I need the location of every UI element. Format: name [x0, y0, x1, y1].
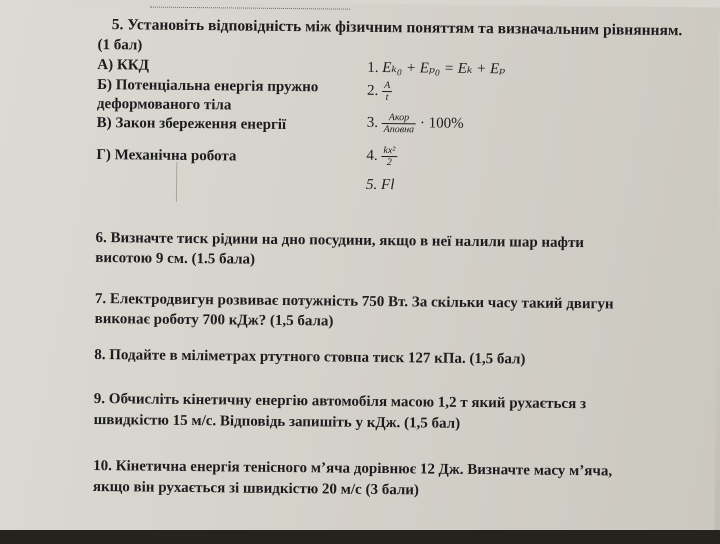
q5-eq-2-denominator: t	[385, 92, 389, 104]
q5-eq-3-fraction	[382, 112, 417, 135]
photo-bottom-shadow	[0, 530, 720, 544]
q5-eq-1	[367, 59, 505, 79]
q5-title: 5. Установіть відповідність між фізичним поняттям та визначальним рівнянням.	[111, 16, 683, 40]
torn-top-edge	[150, 2, 350, 10]
q6-line-1: 6. Визначте тиск рідини на дно посудини, якщо в неї налили шар нафти	[95, 230, 585, 252]
q5-eq-3-numerator: Aкор	[382, 112, 417, 124]
paper-fold	[176, 162, 177, 202]
q5-eq-3-denominator: Aповна	[383, 124, 415, 136]
q7-line-1: 7. Електродвигун розвиває потужність 750 Вт. За скільки часу такий двигун	[94, 291, 614, 313]
q5-eq-3	[367, 112, 464, 136]
q5-option-a: А) ККД	[97, 57, 150, 74]
q5-points: (1 бал)	[97, 37, 143, 54]
q8-line-1: 8. Подайте в міліметрах ртутного стовпа тиск 127 кПа. (1,5 бал)	[94, 347, 526, 368]
q10-line-1: 10. Кінетична енергія тенісного м’яча дорівнює 12 Дж. Визначте масу м’яча,	[93, 458, 613, 480]
q5-eq-4-numerator: kx²	[381, 145, 397, 157]
q5-option-v: В) Закон збереження енергії	[96, 115, 287, 134]
q5-eq-3-number: 3.	[366, 114, 379, 131]
q5-eq-4-denominator: 2	[386, 157, 392, 169]
q5-eq-2-number: 2.	[366, 82, 379, 99]
q5-eq-1-formula: Eₖ₀ + Eₚ₀ = Eₖ + Eₚ	[382, 60, 506, 78]
q7-line-2: виконає роботу 700 кДж? (1,5 бала)	[94, 311, 334, 330]
q9-line-1: 9. Обчисліть кінетичну енергію автомобіля масою 1,2 т який рухається з	[93, 391, 587, 413]
q5-eq-4	[366, 145, 397, 168]
q5-option-b: Б) Потенціальна енергія пружно	[97, 77, 319, 96]
q5-option-b-cont: деформованого тіла	[96, 96, 232, 114]
q5-eq-2	[367, 80, 392, 103]
q5-option-g: Г) Механічна робота	[96, 147, 237, 165]
q5-eq-4-number: 4.	[366, 147, 378, 164]
q9-line-2: швидкістю 15 м/с. Відповідь запишіть у кДж. (1,5 бал)	[93, 412, 461, 432]
q5-eq-3-tail: · 100%	[419, 115, 464, 132]
q5-eq-2-numerator: A	[382, 80, 392, 92]
q10-line-2: якщо він рухається зі швидкістю 20 м/с (3 бали)	[92, 479, 420, 499]
q5-eq-5: 5. Fl	[366, 176, 395, 194]
q5-eq-2-fraction	[382, 80, 392, 103]
q5-eq-1-number: 1.	[367, 59, 379, 76]
q5-eq-4-fraction	[381, 145, 397, 168]
q6-line-2: висотою 9 см. (1.5 бала)	[95, 250, 256, 268]
